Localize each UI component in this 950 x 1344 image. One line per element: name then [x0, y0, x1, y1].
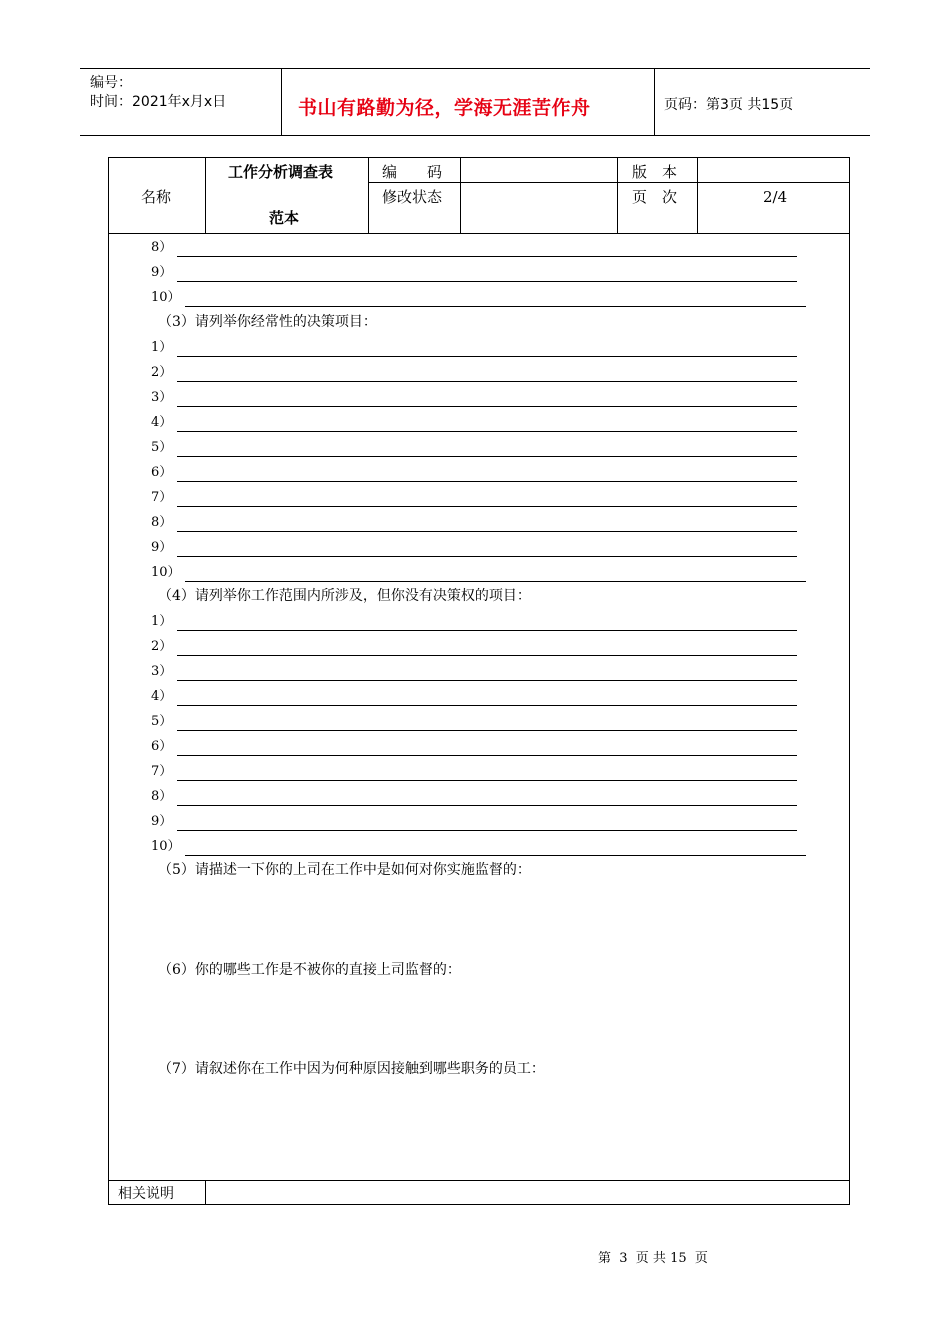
answer-line: [177, 481, 797, 482]
form-header-col-5: [697, 157, 698, 233]
answer-row[interactable]: [151, 838, 807, 856]
form-title-line2: 范本: [269, 209, 300, 227]
form-title-line1: 工作分析调查表: [228, 163, 334, 181]
row-number: 6）: [151, 739, 173, 754]
answer-row[interactable]: [151, 738, 801, 756]
header-divider-2: [654, 68, 655, 135]
question-3-text: （3）请列举你经常性的决策项目：: [158, 314, 377, 330]
page-footer: 第 3 页 共 15 页: [598, 1251, 708, 1266]
answer-row[interactable]: [151, 788, 801, 806]
question-7-text: （7）请叙述你在工作中因为何种原因接触到哪些职务的员工：: [158, 1061, 545, 1077]
answer-line: [177, 531, 797, 532]
answer-row[interactable]: [151, 613, 801, 631]
answer-row[interactable]: [151, 514, 801, 532]
row-number: 9）: [151, 540, 173, 555]
answer-row[interactable]: [151, 688, 801, 706]
header-divider-1: [281, 68, 282, 135]
answer-row[interactable]: [151, 339, 801, 357]
answer-line: [177, 281, 797, 282]
answer-line: [177, 506, 797, 507]
answer-line: [177, 680, 797, 681]
answer-line: [177, 556, 797, 557]
answer-line: [177, 456, 797, 457]
answer-row[interactable]: [151, 663, 801, 681]
row-number: 2）: [151, 639, 173, 654]
header-page-info: 页码：第3页 共15页: [664, 97, 794, 113]
answer-line: [177, 630, 797, 631]
form-header-col-4: [617, 157, 618, 233]
answer-row[interactable]: [151, 239, 801, 257]
row-number: 2）: [151, 365, 173, 380]
related-notes-label: 相关说明: [118, 1186, 174, 1202]
row-number: 10）: [151, 565, 181, 580]
row-number: 7）: [151, 764, 173, 779]
row-number: 3）: [151, 390, 173, 405]
header-top-rule: [80, 68, 870, 69]
row-number: 10）: [151, 290, 181, 305]
footer-row-rule: [108, 1180, 850, 1181]
doc-time-label: 时间：2021年x月x日: [90, 94, 227, 110]
question-4-text: （4）请列举你工作范围内所涉及，但你没有决策权的项目：: [158, 588, 531, 604]
answer-row[interactable]: [151, 564, 807, 582]
row-number: 3）: [151, 664, 173, 679]
version-label: 版 本: [632, 163, 678, 181]
row-number: 1）: [151, 340, 173, 355]
answer-line: [177, 730, 797, 731]
row-number: 8）: [151, 240, 173, 255]
name-label: 名称: [141, 188, 172, 206]
row-number: 5）: [151, 440, 173, 455]
code-label: 编 码: [382, 163, 443, 181]
answer-line: [177, 356, 797, 357]
answer-line: [177, 780, 797, 781]
row-number: 4）: [151, 689, 173, 704]
form-header-col-1: [205, 157, 206, 233]
answer-row[interactable]: [151, 539, 801, 557]
answer-line: [177, 805, 797, 806]
answer-row[interactable]: [151, 813, 801, 831]
answer-row[interactable]: [151, 713, 801, 731]
answer-row[interactable]: [151, 763, 801, 781]
row-number: 1）: [151, 614, 173, 629]
form-header-col-3: [460, 157, 461, 233]
row-number: 8）: [151, 789, 173, 804]
answer-line: [177, 830, 797, 831]
answer-line: [185, 306, 806, 307]
row-number: 9）: [151, 265, 173, 280]
answer-row[interactable]: [151, 464, 801, 482]
revision-label: 修改状态: [382, 188, 443, 206]
page-label: 页 次: [632, 188, 678, 206]
answer-line: [177, 755, 797, 756]
row-number: 10）: [151, 839, 181, 854]
form-header-mid-rule-right: [368, 182, 850, 183]
question-5-answer-area[interactable]: [150, 882, 800, 952]
header-bottom-rule: [80, 135, 870, 136]
row-number: 5）: [151, 714, 173, 729]
answer-line: [185, 855, 806, 856]
row-number: 4）: [151, 415, 173, 430]
answer-row[interactable]: [151, 289, 807, 307]
doc-number-label: 编号：: [90, 75, 132, 91]
answer-row[interactable]: [151, 389, 801, 407]
row-number: 9）: [151, 814, 173, 829]
answer-line: [185, 581, 806, 582]
answer-row[interactable]: [151, 364, 801, 382]
question-6-text: （6）你的哪些工作是不被你的直接上司监督的：: [158, 962, 461, 978]
row-number: 8）: [151, 515, 173, 530]
form-header-bottom-rule: [108, 233, 850, 234]
answer-row[interactable]: [151, 638, 801, 656]
row-number: 7）: [151, 490, 173, 505]
answer-line: [177, 406, 797, 407]
answer-row[interactable]: [151, 414, 801, 432]
answer-line: [177, 705, 797, 706]
answer-line: [177, 431, 797, 432]
form-header-col-2: [368, 157, 369, 233]
header-slogan: 书山有路勤为径，学海无涯苦作舟: [298, 97, 591, 119]
footer-row-divider: [205, 1180, 206, 1205]
answer-line: [177, 381, 797, 382]
answer-line: [177, 655, 797, 656]
answer-row[interactable]: [151, 489, 801, 507]
question-6-answer-area[interactable]: [150, 982, 800, 1052]
answer-row[interactable]: [151, 264, 801, 282]
answer-line: [177, 256, 797, 257]
row-number: 6）: [151, 465, 173, 480]
question-5-text: （5）请描述一下你的上司在工作中是如何对你实施监督的：: [158, 862, 531, 878]
page-value: 2/4: [763, 188, 788, 206]
question-7-answer-area[interactable]: [150, 1082, 800, 1172]
answer-row[interactable]: [151, 439, 801, 457]
